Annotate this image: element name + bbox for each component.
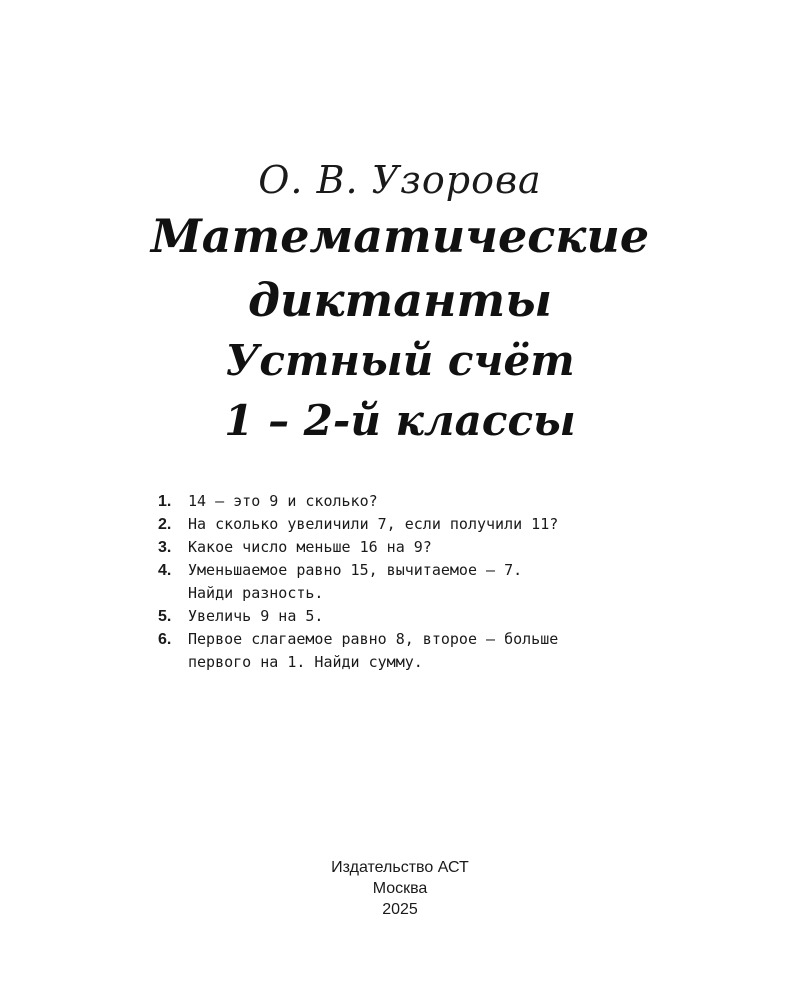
- book-title: [0, 204, 800, 332]
- question-text: Какое число меньше 16 на 9?: [188, 538, 432, 556]
- question-item: [158, 559, 628, 605]
- publisher-block: [0, 857, 800, 920]
- question-number: 6.: [158, 631, 172, 648]
- question-list: [158, 490, 628, 674]
- grade-range: 1 – 2-й классы: [224, 396, 576, 445]
- question-text: Уменьшаемое равно 15, вычитаемое — 7. Найди разность.: [188, 561, 523, 602]
- question-number: 3.: [158, 539, 172, 556]
- question-item: [158, 513, 628, 536]
- publication-year: 2025: [382, 901, 418, 918]
- question-number: 5.: [158, 608, 172, 625]
- question-text: Увеличь 9 на 5.: [188, 607, 324, 625]
- question-text: На сколько увеличили 7, если получили 11?: [188, 515, 559, 533]
- question-number: 1.: [158, 493, 172, 510]
- question-item: [158, 536, 628, 559]
- question-number: 4.: [158, 562, 172, 579]
- publisher-name: Издательство АСТ: [331, 859, 469, 876]
- question-item: [158, 628, 628, 674]
- question-text: 14 — это 9 и сколько?: [188, 492, 378, 510]
- book-subtitle: Устный счёт: [225, 336, 575, 385]
- book-title-line-2: диктанты: [247, 273, 553, 327]
- question-number: 2.: [158, 516, 172, 533]
- question-item: [158, 605, 628, 628]
- question-item: [158, 490, 628, 513]
- book-title-line-1: Математические: [150, 209, 650, 263]
- publisher-city: Москва: [372, 880, 428, 897]
- question-text: Первое слагаемое равно 8, второе — больше первого на 1. Найди сумму.: [188, 630, 559, 671]
- author-name: О. В. Узорова: [258, 158, 542, 202]
